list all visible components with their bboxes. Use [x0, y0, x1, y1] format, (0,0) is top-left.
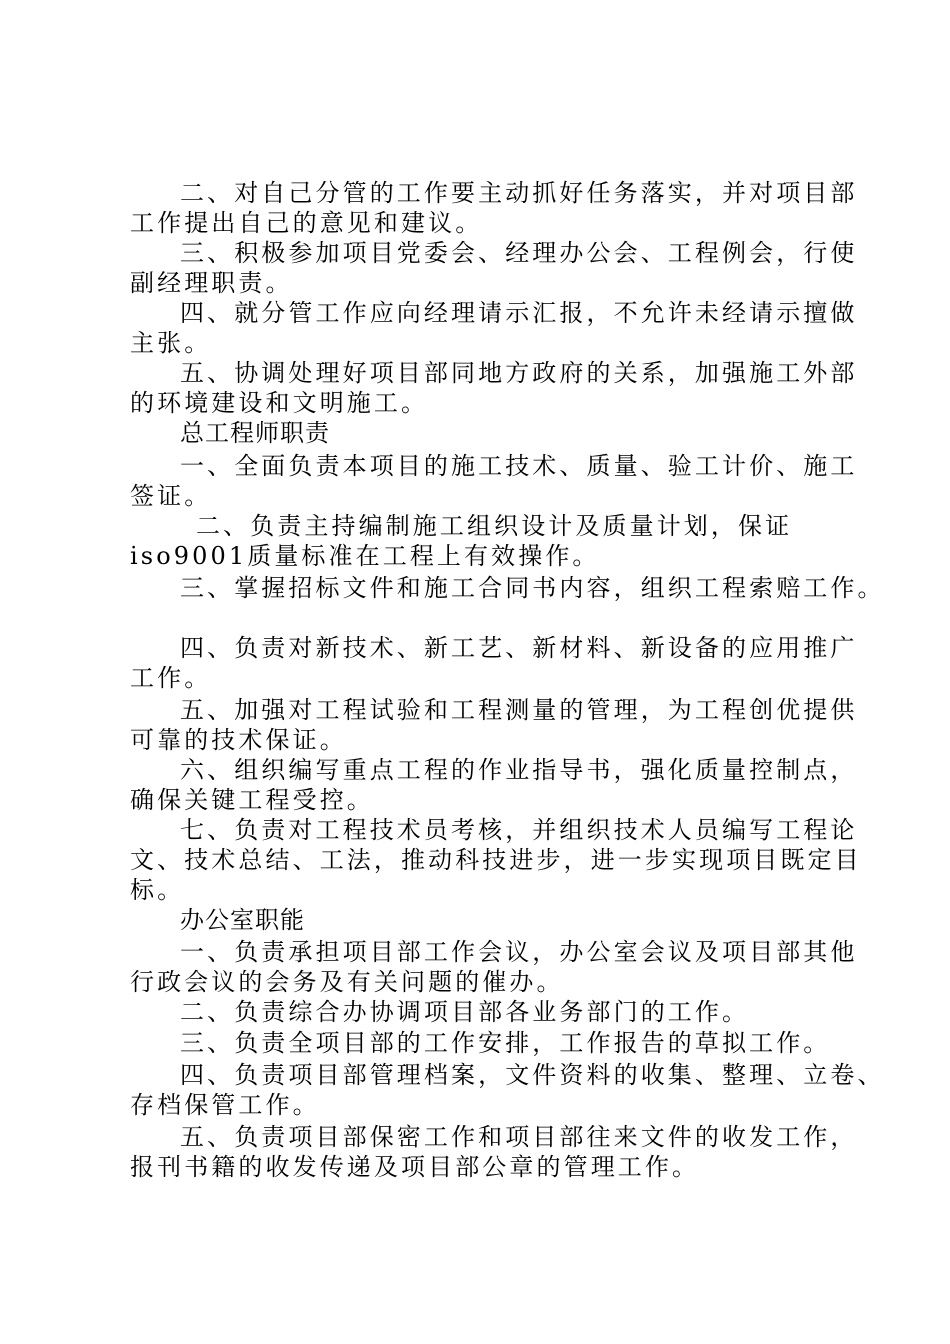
- paragraph-line: 工作提出自己的意见和建议。: [130, 209, 483, 237]
- paragraph-line: 二、对自己分管的工作要主动抓好任务落实，并对项目部: [180, 179, 858, 207]
- paragraph-line: 五、负责项目部保密工作和项目部往来文件的收发工作，: [180, 1123, 858, 1151]
- paragraph-line: 五、协调处理好项目部同地方政府的关系，加强施工外部: [180, 359, 858, 387]
- paragraph-line: 三、负责全项目部的工作安排，工作报告的草拟工作。: [180, 1029, 831, 1057]
- paragraph-line: 七、负责对工程技术员考核，并组织技术人员编写工程论: [180, 816, 858, 844]
- paragraph-line: 三、积极参加项目党委会、经理办公会、工程例会，行使: [180, 239, 858, 267]
- paragraph-line: 存档保管工作。: [130, 1091, 320, 1119]
- paragraph-line: 确保关键工程受控。: [130, 786, 374, 814]
- paragraph-line: 报刊书籍的收发传递及项目部公章的管理工作。: [130, 1153, 700, 1181]
- paragraph-line: 二、负责主持编制施工组织设计及质量计划，保证: [196, 512, 793, 540]
- paragraph-line: 四、负责对新技术、新工艺、新材料、新设备的应用推广: [180, 634, 858, 662]
- paragraph-line: 工作。: [130, 664, 212, 692]
- paragraph-line: 二、负责综合办协调项目部各业务部门的工作。: [180, 998, 750, 1026]
- paragraph-line: 标。: [130, 876, 185, 904]
- paragraph-line: 行政会议的会务及有关问题的催办。: [130, 968, 564, 996]
- paragraph-line: 一、全面负责本项目的施工技术、质量、验工计价、施工: [180, 452, 858, 480]
- paragraph-line: 六、组织编写重点工程的作业指导书，强化质量控制点，: [180, 756, 858, 784]
- paragraph-line: iso9001质量标准在工程上有效操作。: [130, 542, 600, 570]
- section-heading: 办公室职能: [180, 906, 305, 934]
- paragraph-line: 文、技术总结、工法，推动科技进步，进一步实现项目既定目: [130, 846, 862, 874]
- paragraph-line: 签证。: [130, 482, 212, 510]
- paragraph-line: 四、就分管工作应向经理请示汇报，不允许未经请示擅做: [180, 299, 858, 327]
- paragraph-line: 的环境建设和文明施工。: [130, 389, 429, 417]
- paragraph-line: 可靠的技术保证。: [130, 726, 347, 754]
- paragraph-line: 副经理职责。: [130, 269, 293, 297]
- paragraph-line: 一、负责承担项目部工作会议，办公室会议及项目部其他: [180, 938, 858, 966]
- paragraph-line: 三、掌握招标文件和施工合同书内容，组织工程索赔工作。: [180, 574, 885, 602]
- paragraph-line: 四、负责项目部管理档案，文件资料的收集、整理、立卷、: [180, 1061, 885, 1089]
- paragraph-line: 五、加强对工程试验和工程测量的管理，为工程创优提供: [180, 696, 858, 724]
- paragraph-line: 主张。: [130, 329, 212, 357]
- section-heading: 总工程师职责: [180, 419, 330, 447]
